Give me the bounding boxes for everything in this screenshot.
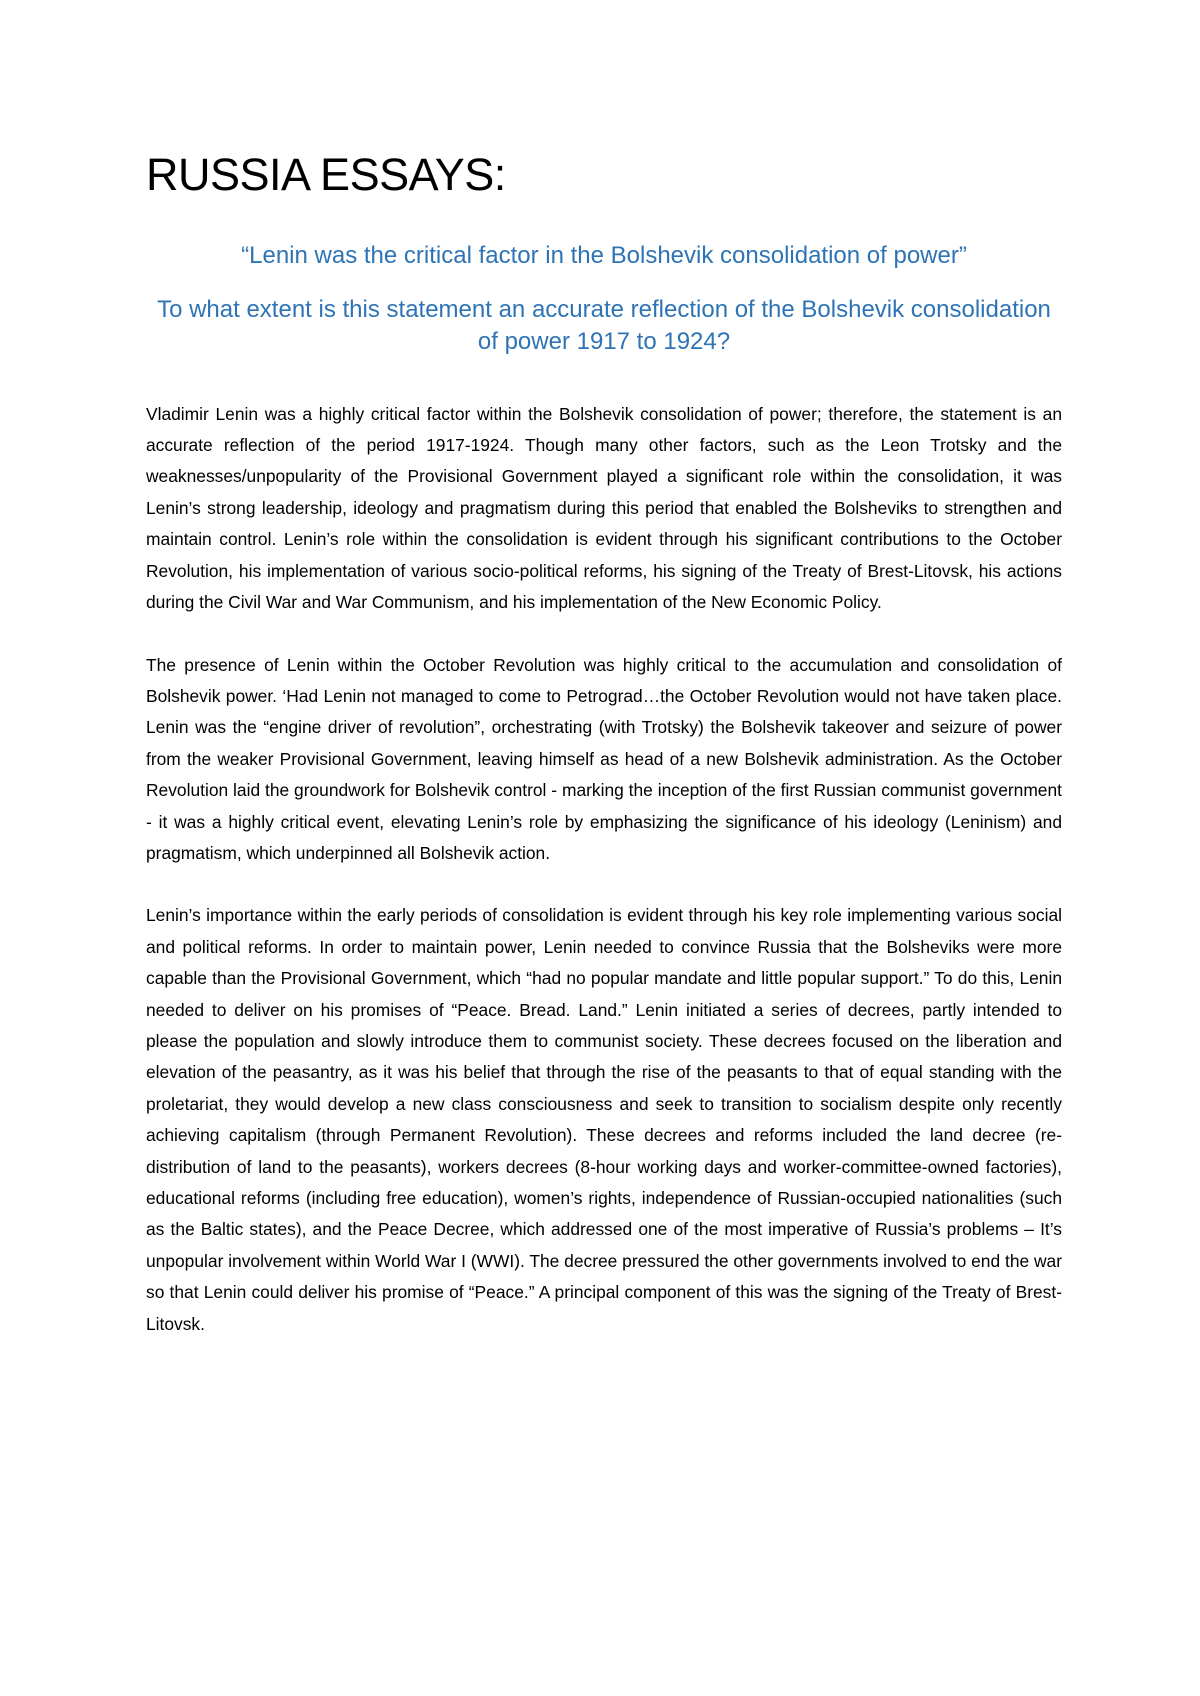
essay-quote: “Lenin was the critical factor in the Bolshevik consolidation of power” (241, 241, 967, 269)
paragraph-reforms: Lenin’s importance within the early periods of consolidation is evident through his key role implementing various social and political reforms. In order to maintain power, Lenin needed to convince Russia that the Bolsheviks were more capable than the Provisional Government, which “had no popular mandate and little popular support.” To do this, Lenin needed to deliver on his promises of “Peace. Bread. Land.” Lenin initiated a series of decrees, partly intended to please the population and slowly introduce them to communist society. These decrees focused on the liberation and elevation of the peasantry, as it was his belief that through the rise of the peasants to that of equal standing with the proletariat, they would develop a new class consciousness and seek to transition to socialism despite only recently achieving capitalism (through Permanent Revolution). These decrees and reforms included the land decree (re-distribution of land to the peasants), workers decrees (8-hour working days and worker-committee-owned factories), educational reforms (including free education), women’s rights, independence of Russian-occupied nationalities (such as the Baltic states), and the Peace Decree, which addressed one of the most imperative of Russia’s problems – It’s unpopular involvement within World War I (WWI). The decree pressured the other governments involved to end the war so that Lenin could deliver his promise of “Peace.” A principal component of this was the signing of the Treaty of Brest-Litovsk. (146, 905, 1063, 1334)
essay-question: To what extent is this statement an accurate reflection of the Bolshevik consolidation of power 1917 to 1924? (157, 295, 1051, 356)
paragraph-intro: Vladimir Lenin was a highly critical factor within the Bolshevik consolidation of power; therefore, the statement is an accurate reflection of the period 1917-1924. Though many other factors, such as the Leon Trotsky and the weaknesses/unpopularity of the Provisional Government played a significant role within the consolidation, it was Lenin’s strong leadership, ideology and pragmatism during this period that enabled the Bolsheviks to strengthen and maintain control. Lenin’s role within the consolidation is evident through his significant contributions to the October Revolution, his implementation of various socio-political reforms, his signing of the Treaty of Brest-Litovsk, his actions during the Civil War and War Communism, and his implementation of the New Economic Policy. (146, 403, 1062, 613)
paragraph-october-revolution: The presence of Lenin within the October Revolution was highly critical to the accumulation and consolidation of Bolshevik power. ‘Had Lenin not managed to come to Petrograd…the October Revolution would not have taken place. Lenin was the “engine driver of revolution”, orchestrating (with Trotsky) the Bolshevik takeover and seizure of power from the weaker Provisional Government, leaving himself as head of a new Bolshevik administration. As the October Revolution laid the groundwork for Bolshevik control - marking the inception of the first Russian communist government - it was a highly critical event, elevating Lenin’s role by emphasizing the significance of his ideology (Leninism) and pragmatism, which underpinned all Bolshevik action. (146, 654, 1062, 863)
document-title: RUSSIA ESSAYS: (146, 149, 506, 200)
document-body (146, 150, 1062, 1371)
